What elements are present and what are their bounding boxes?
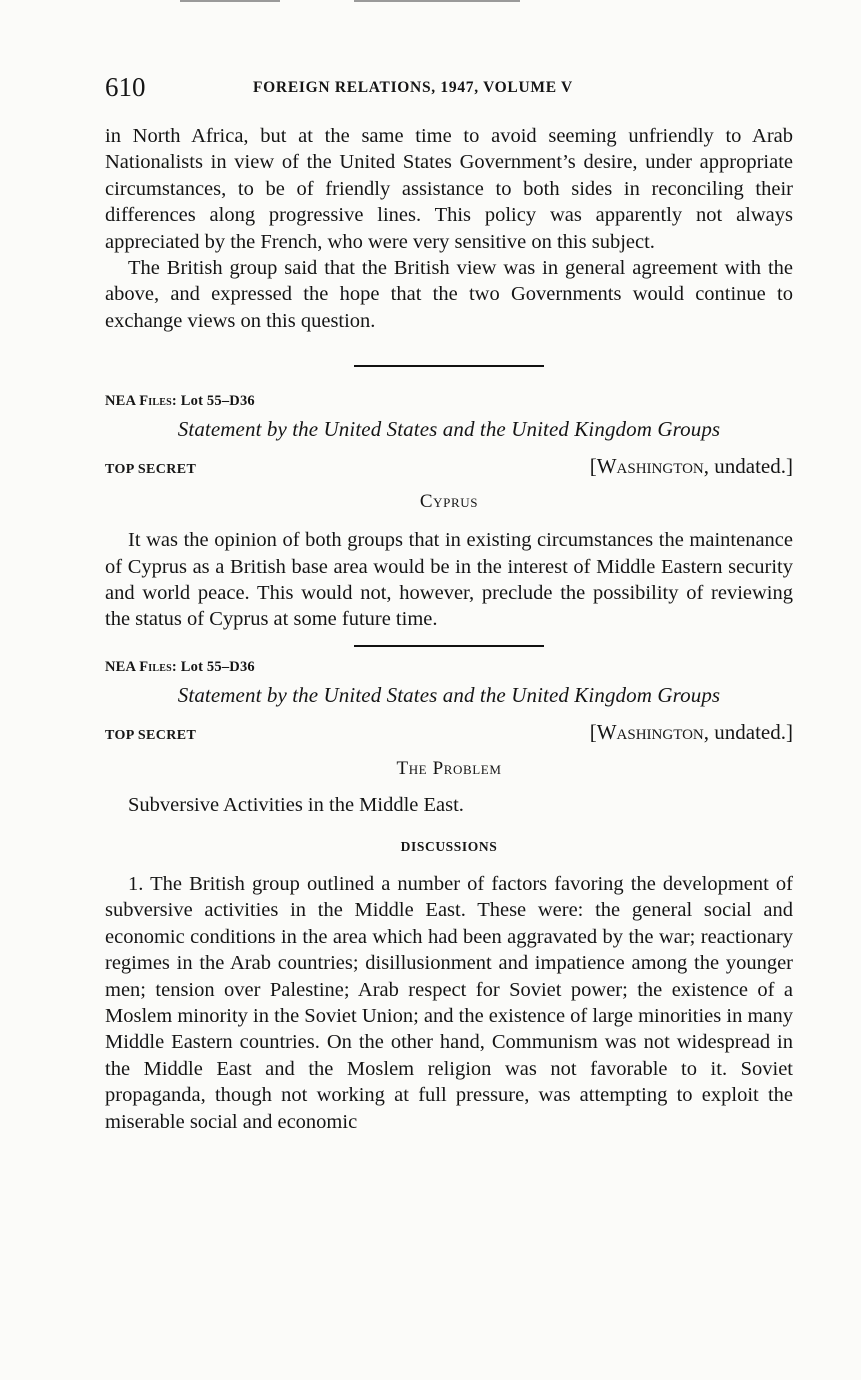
statement-title-subversive: Statement by the United States and the United Kingdom Groups (177, 682, 721, 707)
classification-label: TOP SECRET (105, 727, 197, 743)
dateline-rest: , undated.] (703, 454, 793, 479)
top-edge-rule-middle (354, 0, 520, 2)
classification-label: TOP SECRET (105, 462, 197, 478)
top-edge-rule-left (180, 0, 280, 2)
intro-paragraph-1: in North Africa, but at the same time to avoid seeming unfriendly to Arab Nationalists in view of the United States Government’s desire, under appropriate circumstances, to be of friendly assistance to both sides in reconciling their differences along progressive lines. This policy was apparently not always appreciated by the French, who were very sensitive on this subject. (105, 125, 793, 253)
problem-statement: Subversive Activities in the Middle East. (128, 793, 464, 816)
dateline-place: [Washington (589, 719, 704, 744)
source-prefix: NEA (105, 393, 136, 410)
problem-heading: The Problem (396, 757, 502, 779)
dateline-place: [Washington (589, 454, 704, 479)
statement-title-cyprus: Statement by the United States and the United Kingdom Groups (177, 417, 721, 442)
discussion-paragraph-1: 1. The British group outlined a number of factors favoring the development of subversive activities in the Middle East. These were: the general social and economic conditions in the area which had been aggravated by the war; reactionary regimes in the Arab countries; disillusionment and impatience among the younger men; tension over Palestine; Arab respect for Soviet power; the existence of a Moslem minority in the Soviet Union; and the existence of large minorities in many Middle Eastern countries. On the other hand, Communism was not widespread in the Middle East and the Moslem religion was not favorable to it. Soviet propaganda, though not working at full pressure, was attempting to exploit the miserable social and economic (105, 872, 793, 1133)
dateline-rest: , undated.] (703, 719, 793, 744)
page-header (105, 70, 793, 104)
source-suffix: : Lot 55–D36 (171, 658, 255, 675)
source-note-cyprus (105, 393, 793, 410)
classification-line-subversive (105, 720, 793, 750)
page-number: 610 (105, 72, 146, 102)
source-word: Files (139, 393, 172, 410)
running-head: FOREIGN RELATIONS, 1947, VOLUME V (253, 79, 573, 96)
intro-paragraph-2: The British group said that the British view was in general agreement with the above, and expressed the hope that the two Governments would continue to exchange views on this question. (105, 257, 793, 332)
dateline (590, 720, 793, 745)
page (105, 70, 793, 1135)
source-word: Files (139, 658, 172, 675)
section-divider (354, 365, 544, 367)
section-divider (354, 645, 544, 647)
discussions-heading: DISCUSSIONS (400, 838, 498, 854)
classification-line-cyprus (105, 454, 793, 484)
source-prefix: NEA (105, 658, 136, 675)
cyprus-title: Cyprus (419, 491, 479, 513)
cyprus-paragraph: It was the opinion of both groups that in existing circumstances the maintenance of Cyprus as a British base area would be in the interest of Middle Eastern security and world peace. This would not, however, preclude the possibility of reviewing the status of Cyprus at some future time. (105, 529, 793, 631)
dateline (590, 454, 793, 479)
source-note-subversive (105, 659, 793, 676)
source-suffix: : Lot 55–D36 (171, 393, 255, 410)
